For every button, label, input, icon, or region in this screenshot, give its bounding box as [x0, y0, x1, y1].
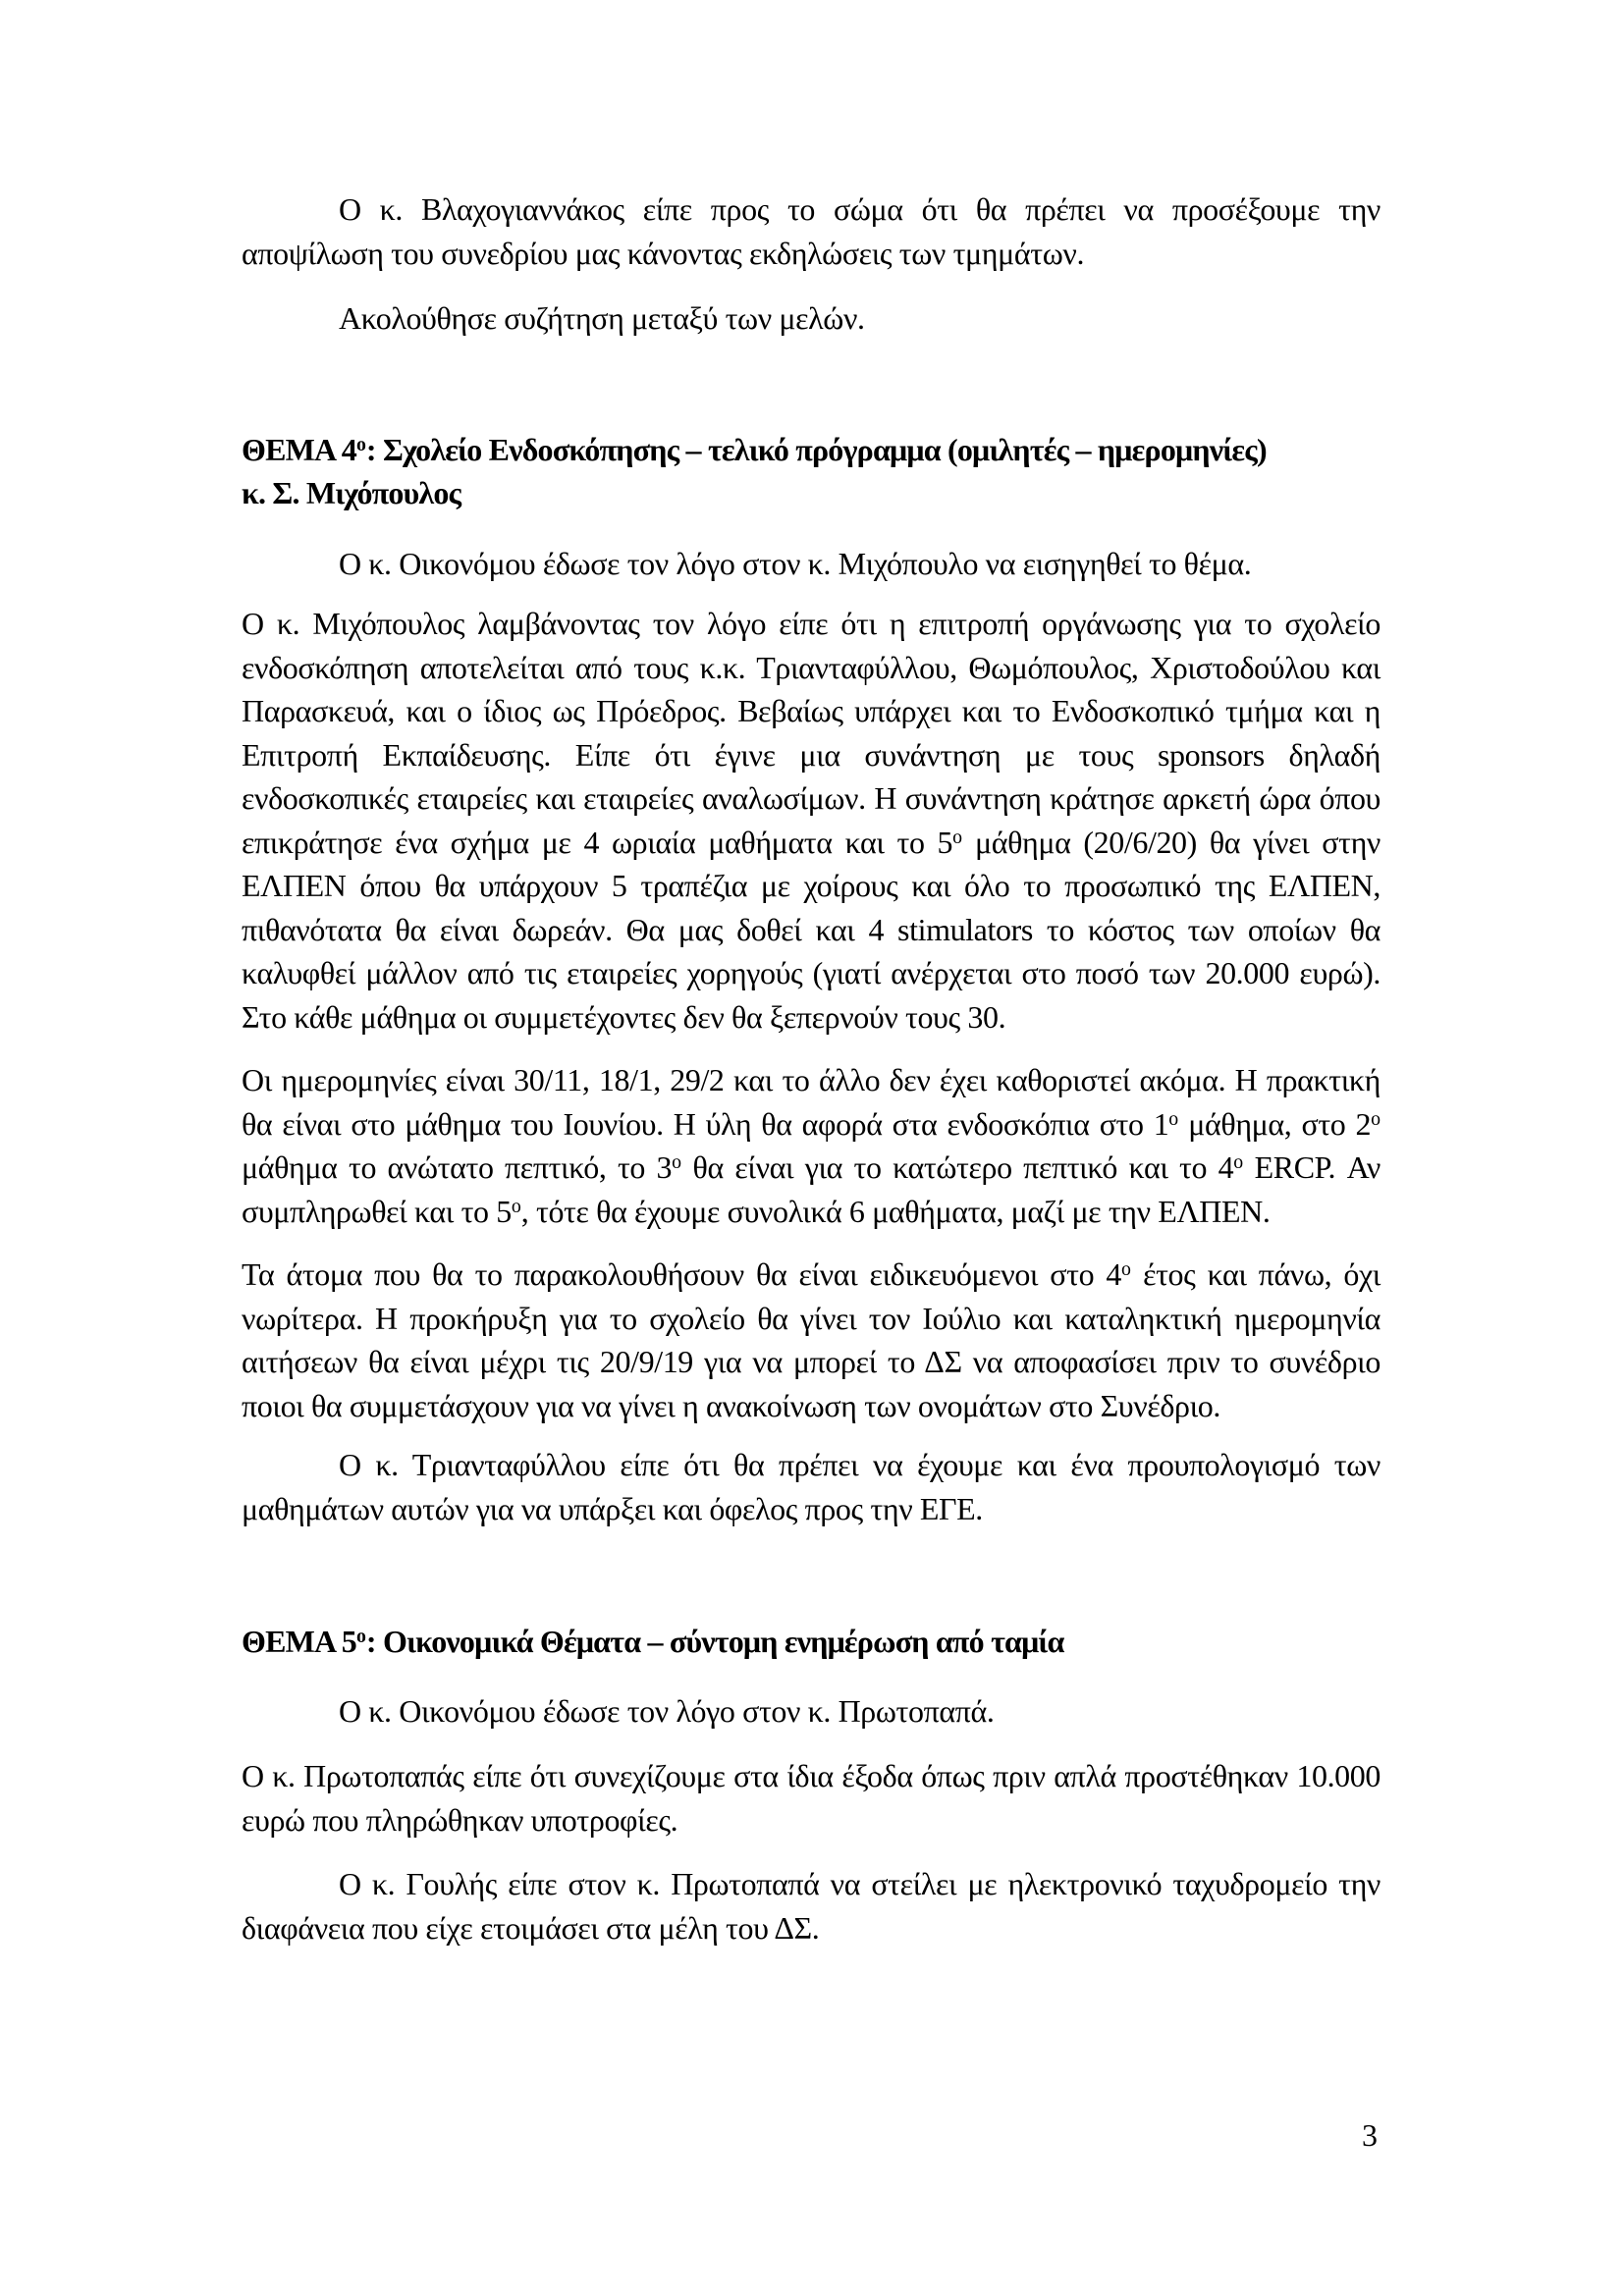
ordinal-superscript: ο: [1168, 1107, 1179, 1130]
section-heading-topic4-line2: κ. Σ. Μιχόπουλος: [242, 475, 461, 510]
ordinal-superscript: ο: [672, 1151, 682, 1174]
paragraph-michopoulos-report: [242, 602, 1380, 1039]
ordinal-superscript: ο: [1371, 1107, 1380, 1130]
paragraph-vlachogiannakos-remark: Ο κ. Βλαχογιαννάκος είπε προς το σώμα ότι θα πρέπει να προσέξουμε την αποψίλωση του συνεδρίου μας κάνοντας εκδηλώσεις των τμημάτων.: [242, 191, 1380, 271]
ordinal-superscript: ο: [355, 433, 366, 455]
heading-topic4-prefix: ΘΕΜΑ 4: [242, 431, 356, 467]
ordinal-superscript: ο: [1233, 1151, 1244, 1174]
paragraph-protopapas-finances: Ο κ. Πρωτοπαπάς είπε ότι συνεχίζουμε στα ίδια έξοδα όπως πριν απλά προστέθηκαν 10.000 ευρώ που πληρώθηκαν υποτροφίες.: [242, 1758, 1380, 1838]
heading-topic5-rest: : Οικονομικά Θέματα – σύντομη ενημέρωση από ταμία: [365, 1624, 1064, 1659]
paragraph-course-dates: [242, 1058, 1380, 1233]
paragraph-oikonomou-gives-floor-michopoulos: Ο κ. Οικονόμου έδωσε τον λόγο στον κ. Μιχόπουλο να εισηγηθεί το θέμα.: [339, 545, 1252, 581]
section-heading-topic5: [242, 1620, 1380, 1664]
text-run: μάθημα, στο 2: [1178, 1105, 1372, 1142]
text-run: μάθημα (20/6/20) θα γίνει στην ΕΛΠΕΝ όπου θα υπάρχουν 5 τραπέζια με χοίρους και όλο το προσωπικό της ΕΛΠΕΝ, πιθανότατα θα είναι δωρεάν. Θα μας δοθεί και 4 stimulators το κόστος των οποίων θα καλυφθεί μάλλον από τις εταιρείες χορηγούς (γιατί ανέρχεται στο ποσό των 20.000 ευρώ). Στο κάθε μάθημα οι συμμετέχοντες δεν θα ξεπερνούν τους 30.: [242, 824, 1380, 1035]
text-run: Ο κ. Μιχόπουλος λαμβάνοντας τον λόγο είπε ότι η επιτροπή οργάνωσης για το σχολείο ενδοσκόπηση αποτελείται από τους κ.κ. Τριανταφύλλου, Θωμόπουλος, Χριστοδούλου και Παρασκευά, και ο ίδιος ως Πρόεδρος. Βεβαίως υπάρχει και το Ενδοσκοπικό τμήμα και η Επιτροπή Εκπαίδευσης. Είπε ότι έγινε μια συνάντηση με τους sponsors δηλαδή ενδοσκοπικές εταιρείες και εταιρείες αναλωσίμων. Η συνάντηση κράτησε αρκετή ώρα όπου επικράτησε ένα σχήμα με 4 ωριαία μαθήματα και το 5: [242, 606, 1380, 860]
paragraph-triantafyllou-budget: Ο κ. Τριανταφύλλου είπε ότι θα πρέπει να έχουμε και ένα προυπολογισμό των μαθημάτων αυτών για να υπάρξει και όφελος προς την ΕΓΕ.: [242, 1447, 1380, 1526]
paragraph-goulis-slide-request: Ο κ. Γουλής είπε στον κ. Πρωτοπαπά να στείλει με ηλεκτρονικό ταχυδρομείο την διαφάνεια που είχε ετοιμάσει στα μέλη του ΔΣ.: [242, 1866, 1380, 1946]
text-run: μάθημα το ανώτατο πεπτικό, το 3: [242, 1149, 673, 1185]
heading-topic4-rest: : Σχολείο Ενδοσκόπησης – τελικό πρόγραμμα (ομιλητές – ημερομηνίες): [365, 431, 1267, 467]
text-run: Οι ημερομηνίες είναι 30/11, 18/1, 29/2 και το άλλο δεν έχει καθοριστεί ακόμα. Η πρακτική θα είναι στο μάθημα του Ιουνίου. Η ύλη θα αφορά στα ενδοσκόπια στο 1: [242, 1062, 1380, 1142]
ordinal-superscript: ο: [355, 1626, 366, 1648]
text-run: ERCP. Αν συμπληρωθεί και το 5: [242, 1149, 1380, 1229]
ordinal-superscript: ο: [952, 826, 963, 848]
ordinal-superscript: ο: [511, 1195, 521, 1217]
text-run: θα είναι για το κατώτερο πεπτικό και το 4: [681, 1149, 1234, 1185]
text-run: Τα άτομα που θα το παρακολουθήσουν θα είναι ειδικευόμενοι στο 4: [242, 1256, 1121, 1292]
ordinal-superscript: ο: [1120, 1258, 1131, 1281]
page-number: 3: [1362, 2117, 1378, 2153]
paragraph-discussion-followed: Ακολούθησε συζήτηση μεταξύ των μελών.: [339, 300, 865, 336]
paragraph-oikonomou-gives-floor-protopapas: Ο κ. Οικονόμου έδωσε τον λόγο στον κ. Πρωτοπαπά.: [339, 1692, 995, 1729]
heading-topic5-prefix: ΘΕΜΑ 5: [242, 1624, 356, 1659]
text-run: , τότε θα έχουμε συνολικά 6 μαθήματα, μαζί με την ΕΛΠΕΝ.: [520, 1193, 1271, 1229]
section-heading-topic4-line1: [242, 428, 1380, 472]
text-run: έτος και πάνω, όχι νωρίτερα. Η προκήρυξη για το σχολείο θα γίνει τον Ιούλιο και καταληκτική ημερομηνία αιτήσεων θα είναι μέχρι τις 20/9/19 για να μπορεί το ΔΣ να αποφασίσει πριν το συνέδριο ποιοι θα συμμετάσχουν για να γίνει η ανακοίνωση των ονομάτων στο Συνέδριο.: [242, 1256, 1380, 1423]
paragraph-attendees-eligibility: [242, 1253, 1380, 1427]
